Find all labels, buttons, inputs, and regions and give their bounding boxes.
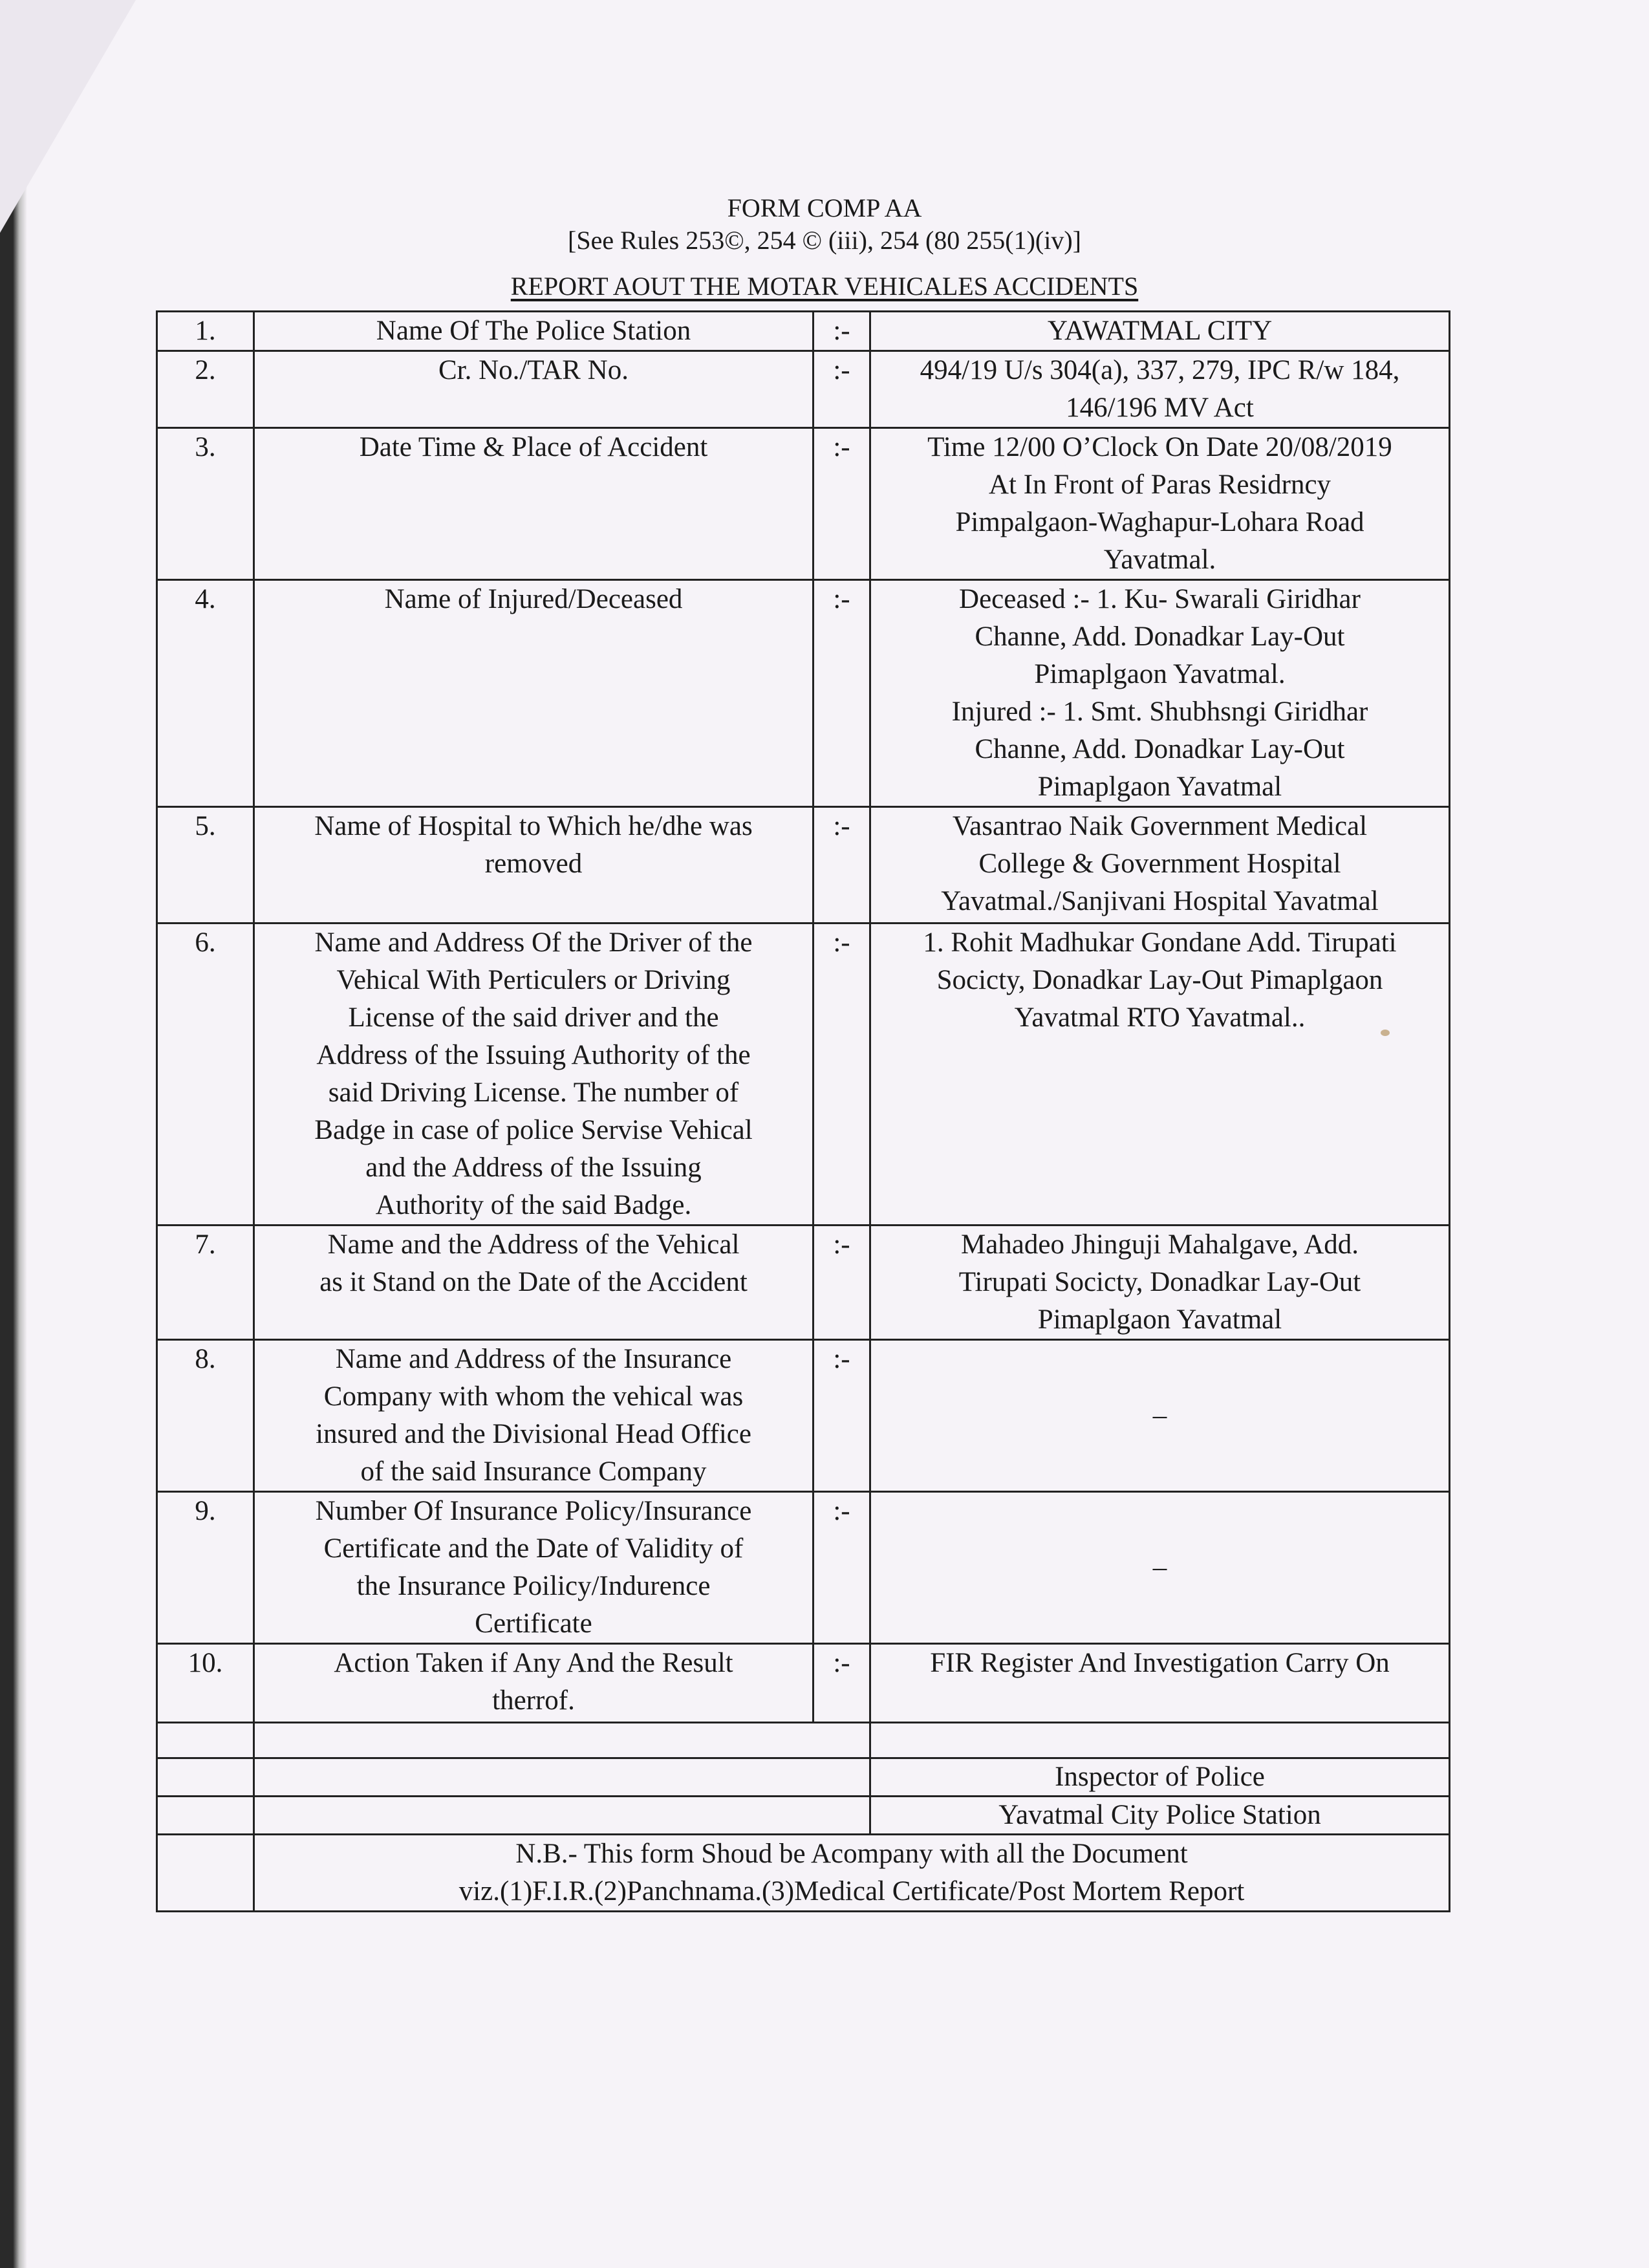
row-number: 7. bbox=[157, 1226, 254, 1340]
table-row bbox=[157, 1492, 1450, 1644]
row-label: Name of Hospital to Which he/dhe was removed bbox=[254, 807, 814, 923]
table-row bbox=[157, 923, 1450, 1226]
row-separator: :- bbox=[814, 1226, 870, 1340]
row-label: Cr. No./TAR No. bbox=[254, 351, 814, 428]
row-answer: 1. Rohit Madhukar Gondane Add. Tirupati Socicty, Donadkar Lay-Out Pimaplgaon Yavatmal RTO Yavatmal.. bbox=[870, 923, 1450, 1226]
row-answer: – bbox=[870, 1492, 1450, 1644]
row-separator: :- bbox=[814, 923, 870, 1226]
row-answer: Time 12/00 O’Clock On Date 20/08/2019 At In Front of Paras Residrncy Pimpalgaon-Waghapur-Lohara Road Yavatmal. bbox=[870, 428, 1450, 580]
row-number: 9. bbox=[157, 1492, 254, 1644]
table-row bbox=[157, 312, 1450, 351]
row-answer: Mahadeo Jhinguji Mahalgave, Add. Tirupati Socicty, Donadkar Lay-Out Pimaplgaon Yavatmal bbox=[870, 1226, 1450, 1340]
accident-report-table bbox=[156, 310, 1450, 1912]
table-row bbox=[157, 1758, 1450, 1797]
table-row bbox=[157, 807, 1450, 923]
row-number: 10. bbox=[157, 1644, 254, 1723]
row-answer: FIR Register And Investigation Carry On bbox=[870, 1644, 1450, 1723]
signature-station: Yavatmal City Police Station bbox=[870, 1797, 1450, 1835]
table-row bbox=[157, 1340, 1450, 1492]
table-row bbox=[157, 580, 1450, 807]
rules-reference: [See Rules 253©, 254 © (iii), 254 (80 255(1)(iv)] bbox=[568, 226, 1081, 255]
row-label: Action Taken if Any And the Result therrof. bbox=[254, 1644, 814, 1723]
table-row bbox=[157, 1797, 1450, 1835]
row-answer: Vasantrao Naik Government Medical College & Government Hospital Yavatmal./Sanjivani Hospital Yavatmal bbox=[870, 807, 1450, 923]
row-answer: YAWATMAL CITY bbox=[870, 312, 1450, 351]
row-label: Name and Address of the Insurance Company with whom the vehical was insured and the Divisional Head Office of the said Insurance Company bbox=[254, 1340, 814, 1492]
row-separator: :- bbox=[814, 580, 870, 807]
row-number: 8. bbox=[157, 1340, 254, 1492]
table-row bbox=[157, 1723, 1450, 1758]
table-row bbox=[157, 1644, 1450, 1723]
row-separator: :- bbox=[814, 1340, 870, 1492]
row-answer: Deceased :- 1. Ku- Swarali Giridhar Channe, Add. Donadkar Lay-Out Pimaplgaon Yavatmal. Injured :- 1. Smt. Shubhsngi Giridhar Channe, Add. Donadkar Lay-Out Pimaplgaon Yavatmal bbox=[870, 580, 1450, 807]
signature-designation: Inspector of Police bbox=[870, 1758, 1450, 1797]
empty-cell bbox=[157, 1797, 254, 1835]
empty-cell bbox=[870, 1723, 1450, 1758]
scan-edge bbox=[0, 0, 27, 2268]
row-number: 4. bbox=[157, 580, 254, 807]
empty-cell bbox=[254, 1723, 870, 1758]
row-label: Name of Injured/Deceased bbox=[254, 580, 814, 807]
table-row bbox=[157, 1835, 1450, 1912]
row-label: Name Of The Police Station bbox=[254, 312, 814, 351]
row-separator: :- bbox=[814, 312, 870, 351]
empty-cell bbox=[157, 1835, 254, 1912]
row-answer: – bbox=[870, 1340, 1450, 1492]
row-number: 5. bbox=[157, 807, 254, 923]
table-row bbox=[157, 1226, 1450, 1340]
report-title: REPORT AOUT THE MOTAR VEHICALES ACCIDENTS bbox=[510, 272, 1139, 301]
table-row bbox=[157, 428, 1450, 580]
row-separator: :- bbox=[814, 428, 870, 580]
ink-speck bbox=[1381, 1030, 1390, 1036]
row-number: 2. bbox=[157, 351, 254, 428]
row-separator: :- bbox=[814, 1644, 870, 1723]
empty-cell bbox=[254, 1758, 870, 1797]
empty-cell bbox=[157, 1723, 254, 1758]
form-title: FORM COMP AA bbox=[727, 193, 922, 222]
row-separator: :- bbox=[814, 351, 870, 428]
row-label: Name and the Address of the Vehical as it Stand on the Date of the Accident bbox=[254, 1226, 814, 1340]
row-number: 1. bbox=[157, 312, 254, 351]
empty-cell bbox=[157, 1758, 254, 1797]
footnote: N.B.- This form Shoud be Acompany with all the Document viz.(1)F.I.R.(2)Panchnama.(3)Medical Certificate/Post Mortem Report bbox=[254, 1835, 1450, 1912]
row-label: Number Of Insurance Policy/Insurance Certificate and the Date of Validity of the Insurance Poilicy/Indurence Certificate bbox=[254, 1492, 814, 1644]
empty-cell bbox=[254, 1797, 870, 1835]
row-label: Date Time & Place of Accident bbox=[254, 428, 814, 580]
row-number: 3. bbox=[157, 428, 254, 580]
row-separator: :- bbox=[814, 1492, 870, 1644]
table-row bbox=[157, 351, 1450, 428]
row-number: 6. bbox=[157, 923, 254, 1226]
row-answer: 494/19 U/s 304(a), 337, 279, IPC R/w 184, 146/196 MV Act bbox=[870, 351, 1450, 428]
row-separator: :- bbox=[814, 807, 870, 923]
row-label: Name and Address Of the Driver of the Vehical With Perticulers or Driving License of the said driver and the Address of the Issuing Authority of the said Driving License. The number of Badge in case of police Servise Vehical and the Address of the Issuing Authority of the said Badge. bbox=[254, 923, 814, 1226]
